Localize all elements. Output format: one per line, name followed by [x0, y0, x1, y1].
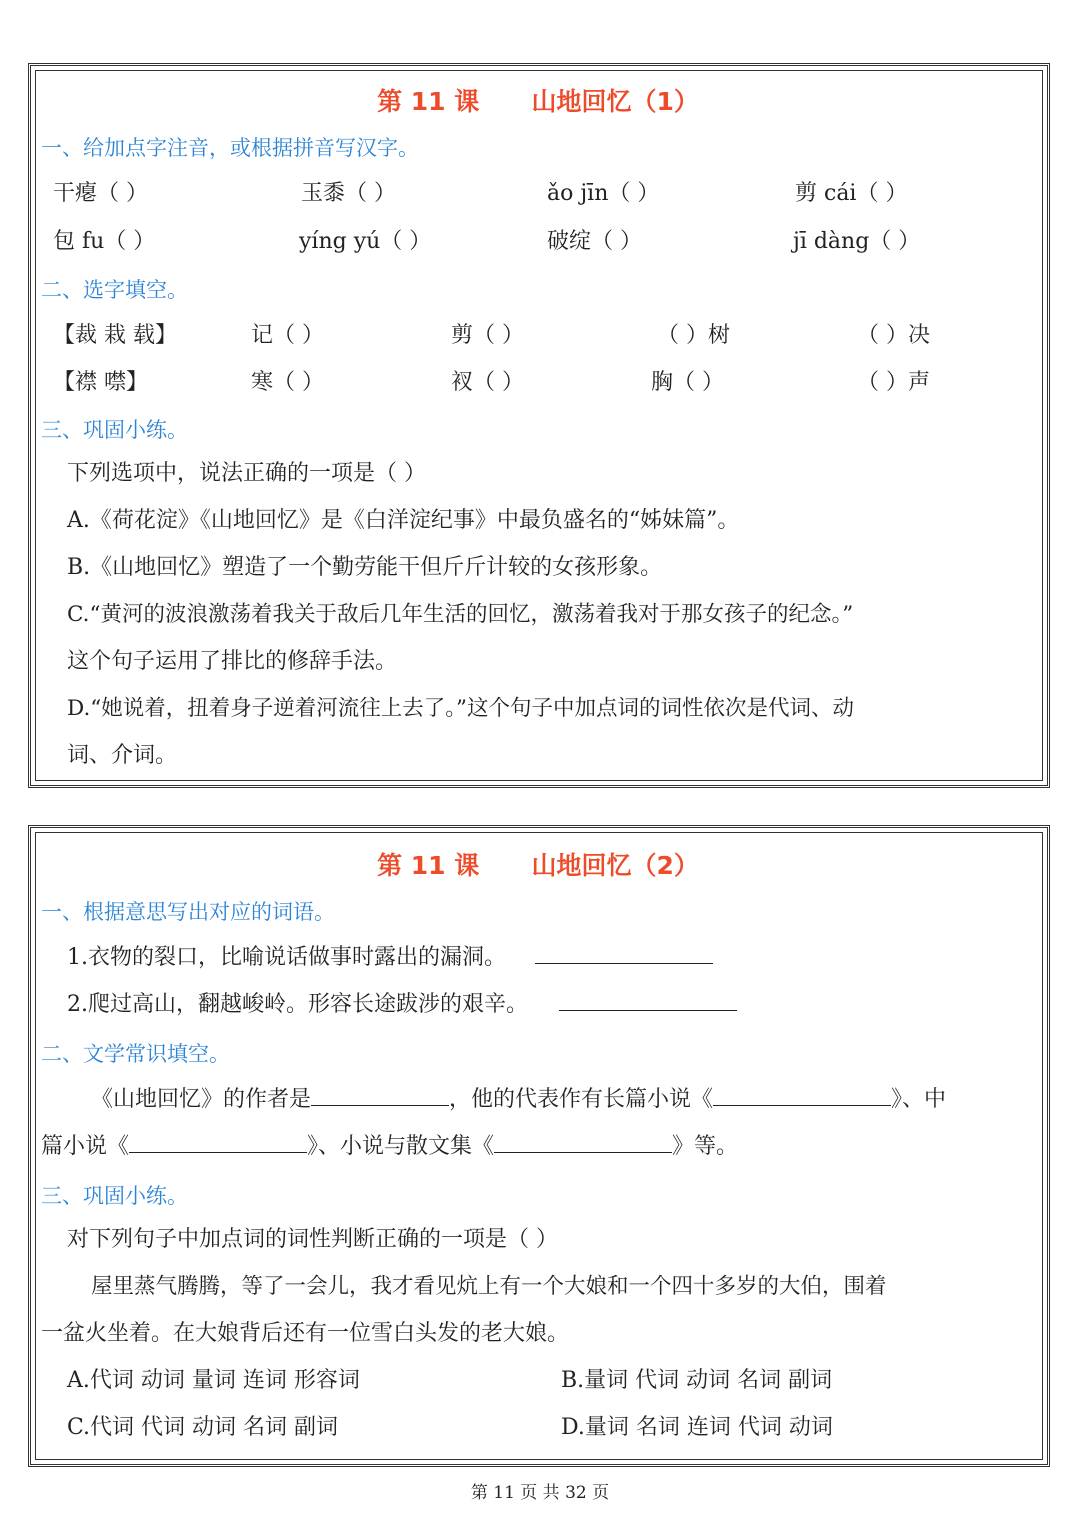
literature-text: ，他的代表作有长篇小说《 — [449, 1087, 714, 1112]
definition-2 — [67, 988, 737, 1020]
lesson2-section3-heading: 三、巩固小练。 — [41, 1184, 188, 1208]
literature-text: 》、中 — [891, 1087, 947, 1112]
literature-text: 篇小说《 — [41, 1134, 130, 1159]
literature-text: 《山地回忆》的作者是 — [91, 1087, 312, 1112]
option-c: C.代词 代词 动词 名词 副词 — [67, 1415, 339, 1440]
choice-group: 【襟 噤】 — [53, 370, 148, 395]
novella-blank[interactable] — [129, 1130, 307, 1153]
option-c: C.“黄河的波浪激荡着我关于敌后几年生活的回忆，激荡着我对于那女孩子的纪念。” — [67, 602, 854, 627]
choice-item: （ ）声 — [857, 370, 930, 395]
definition-1 — [67, 941, 713, 973]
literature-text: 》、小说与散文集《 — [307, 1134, 495, 1159]
question-stem: 下列选项中，说法正确的一项是（ ） — [67, 461, 426, 486]
novel-blank[interactable] — [713, 1083, 891, 1106]
pinyin-item: jī dàng（ ） — [793, 229, 921, 254]
pinyin-item: yíng yú（ ） — [299, 229, 432, 254]
option-c-cont: 这个句子运用了排比的修辞手法。 — [67, 649, 398, 674]
passage-line-1: 屋里蒸气腾腾，等了一会儿，我才看见炕上有一个大娘和一个四十多岁的大伯，围着 — [91, 1274, 887, 1299]
option-d: D.量词 名词 连词 代词 动词 — [561, 1415, 833, 1440]
choice-group: 【裁 栽 载】 — [53, 323, 177, 348]
lesson1-section1-heading: 一、给加点字注音，或根据拼音写汉字。 — [41, 136, 419, 160]
pinyin-item: 干瘪（ ） — [53, 181, 148, 206]
pinyin-item: 破绽（ ） — [547, 229, 642, 254]
literature-text: 》等。 — [672, 1134, 739, 1159]
choice-item: 衩（ ） — [451, 370, 524, 395]
option-d-cont: 词、介词。 — [67, 743, 178, 768]
pinyin-item: 包 fu（ ） — [53, 229, 156, 254]
lesson1-section3-heading: 三、巩固小练。 — [41, 418, 188, 442]
choice-item: 寒（ ） — [251, 370, 324, 395]
pinyin-item: 玉黍（ ） — [301, 181, 396, 206]
lesson1-title: 第 11 课 山地回忆（1） — [377, 87, 699, 116]
lesson1-card — [28, 63, 1050, 788]
choice-item: 剪（ ） — [451, 323, 524, 348]
answer-blank[interactable] — [559, 988, 737, 1011]
author-blank[interactable] — [311, 1083, 449, 1106]
choice-item: 记（ ） — [251, 323, 324, 348]
answer-blank[interactable] — [535, 941, 713, 964]
option-b: B.量词 代词 动词 名词 副词 — [561, 1368, 833, 1393]
lesson2-title: 第 11 课 山地回忆（2） — [377, 851, 699, 880]
passage-line-2: 一盆火坐着。在大娘背后还有一位雪白头发的老大娘。 — [41, 1321, 570, 1346]
lesson2-section1-heading: 一、根据意思写出对应的词语。 — [41, 900, 335, 924]
option-d: D.“她说着，扭着身子逆着河流往上去了。”这个句子中加点词的词性依次是代词、动 — [67, 696, 855, 721]
definition-1-text: 1.衣物的裂口，比喻说话做事时露出的漏洞。 — [67, 945, 506, 970]
literature-line-2 — [41, 1130, 738, 1162]
pinyin-item: ǎo jīn（ ） — [547, 181, 660, 206]
collection-blank[interactable] — [494, 1130, 672, 1153]
lesson1-section2-heading: 二、选字填空。 — [41, 278, 188, 302]
option-a: A.《荷花淀》《山地回忆》是《白洋淀纪事》中最负盛名的“姊妹篇”。 — [67, 508, 740, 533]
choice-item: 胸（ ） — [651, 370, 724, 395]
page-footer: 第 11 页 共 32 页 — [470, 1483, 610, 1503]
option-b: B.《山地回忆》塑造了一个勤劳能干但斤斤计较的女孩形象。 — [67, 555, 663, 580]
lesson2-section2-heading: 二、文学常识填空。 — [41, 1042, 230, 1066]
definition-2-text: 2.爬过高山，翻越峻岭。形容长途跋涉的艰辛。 — [67, 992, 528, 1017]
question-stem: 对下列句子中加点词的词性判断正确的一项是（ ） — [67, 1227, 558, 1252]
choice-item: （ ）决 — [857, 323, 930, 348]
option-a: A.代词 动词 量词 连词 形容词 — [67, 1368, 360, 1393]
lesson2-card — [28, 825, 1050, 1467]
literature-line-1 — [91, 1083, 946, 1115]
pinyin-item: 剪 cái（ ） — [795, 181, 908, 206]
choice-item: （ ）树 — [657, 323, 730, 348]
